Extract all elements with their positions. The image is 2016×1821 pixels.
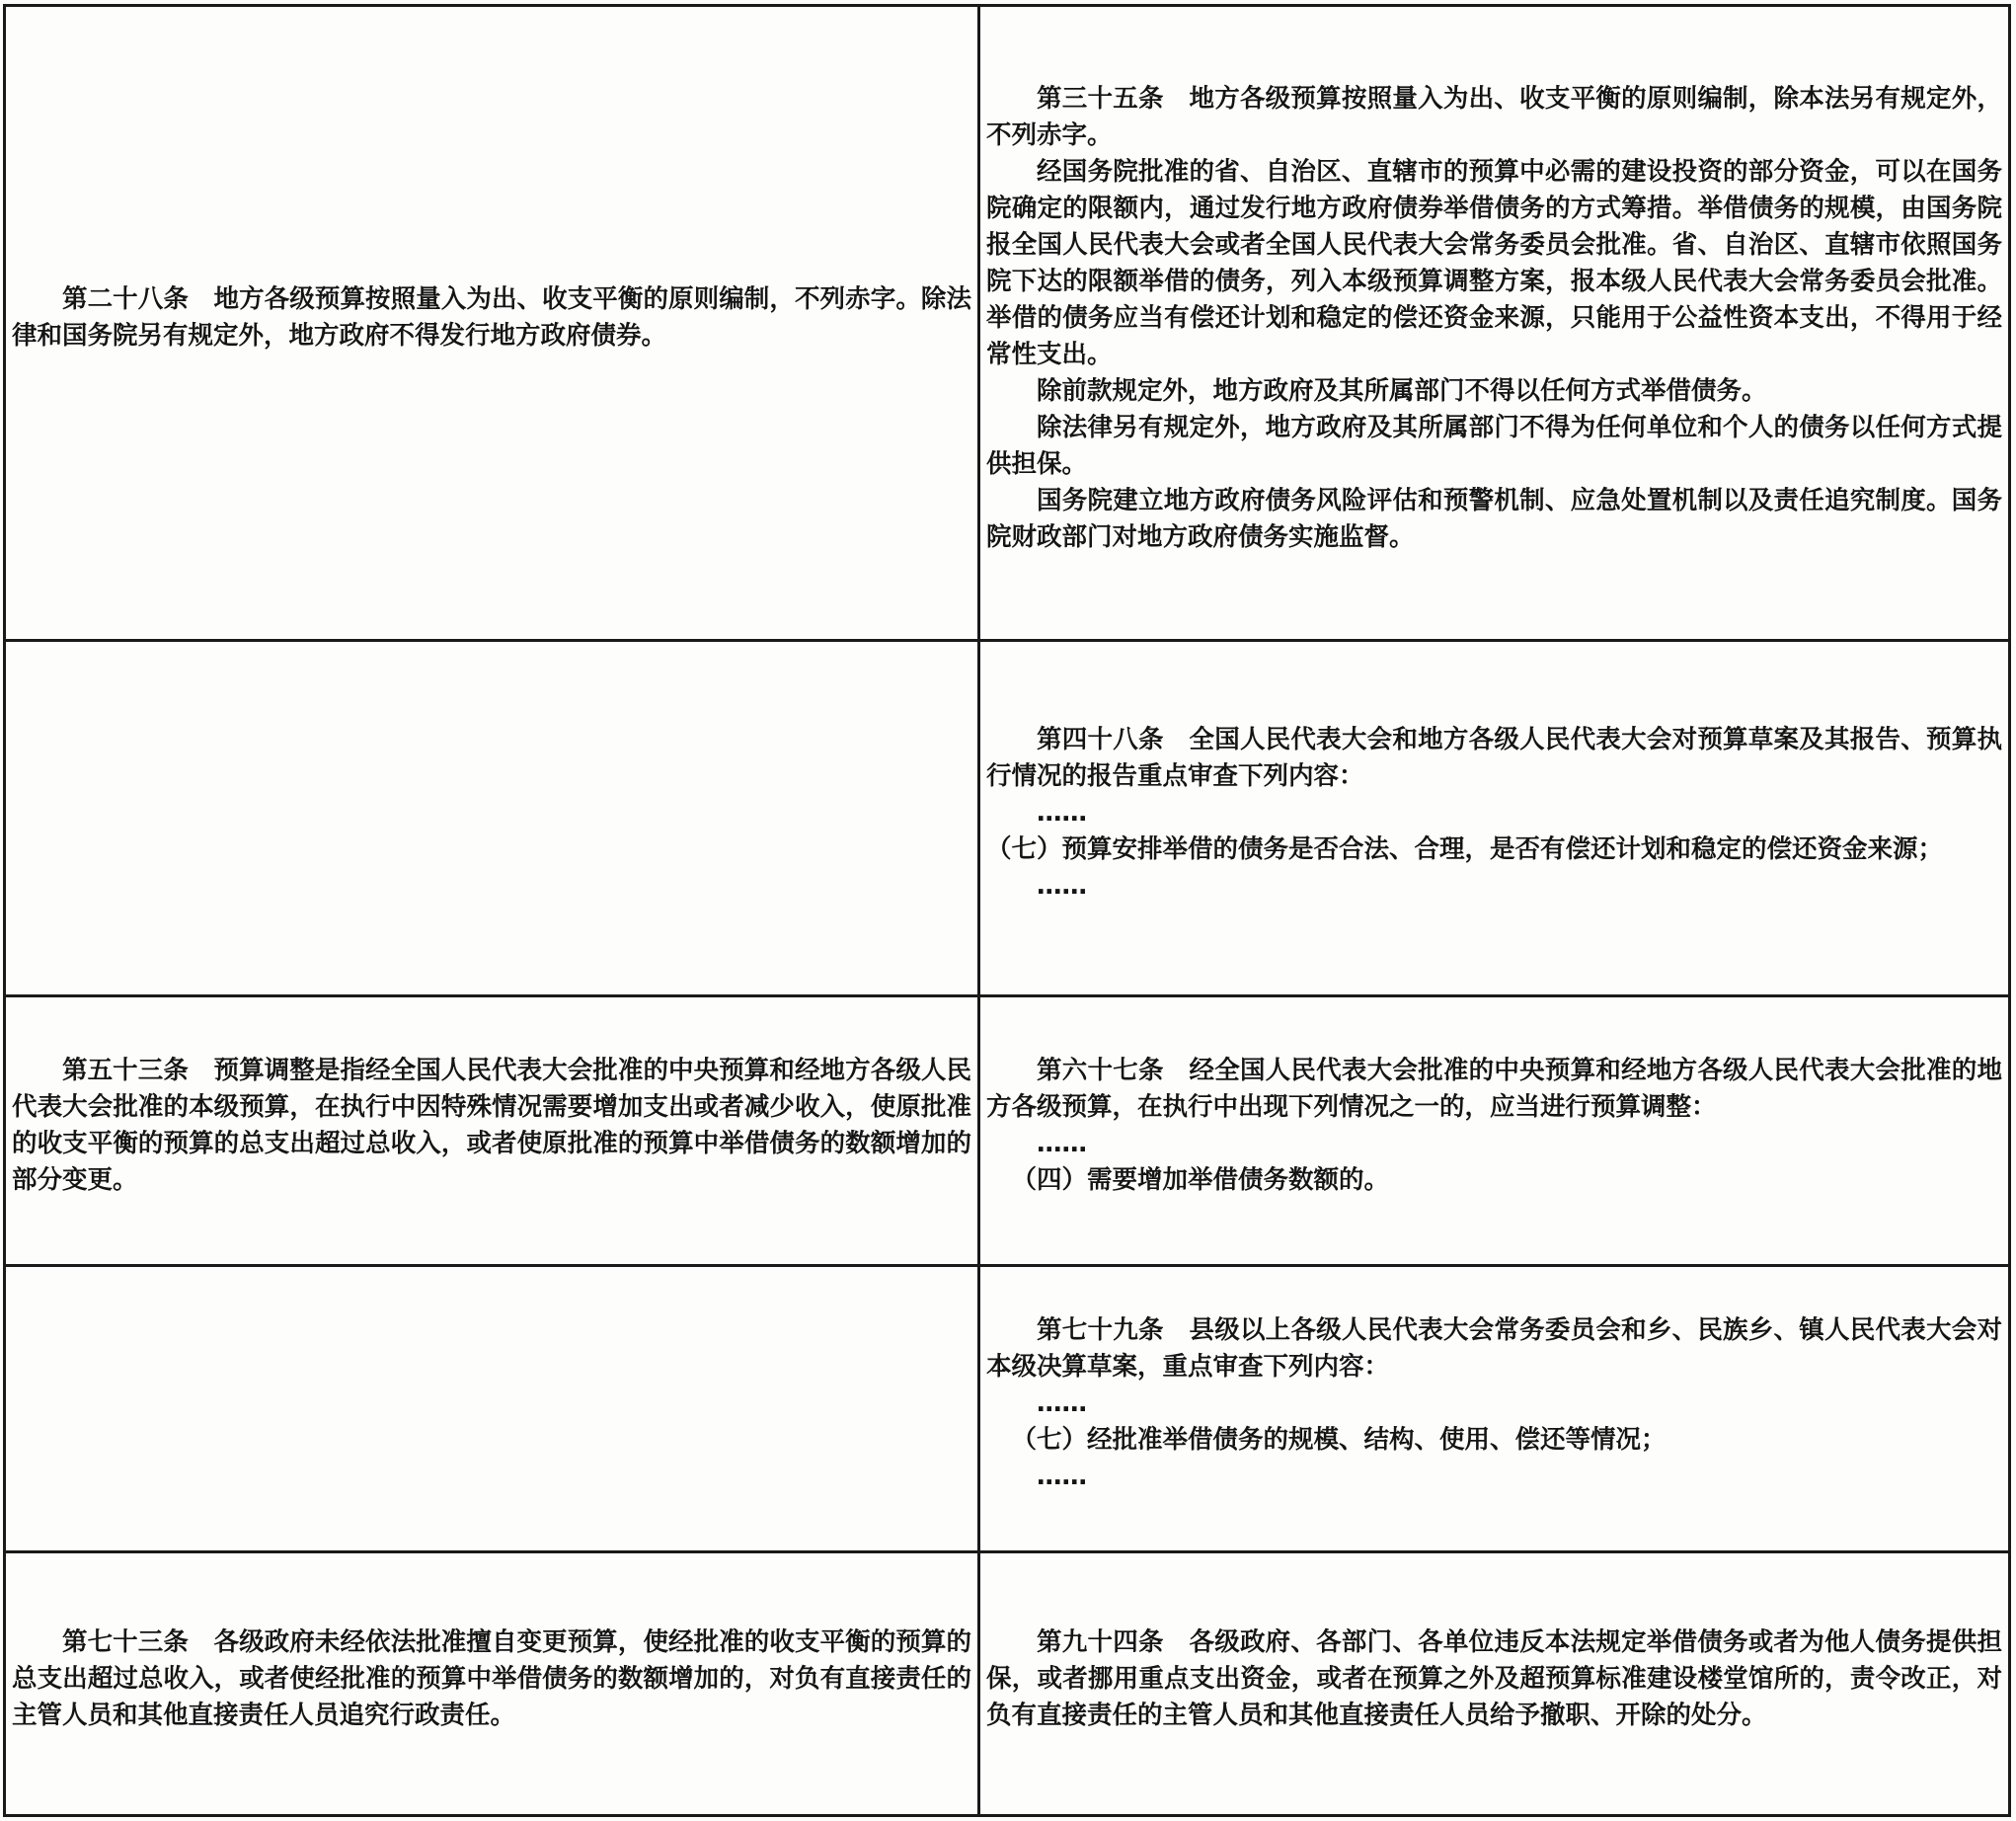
- law-comparison-table: [3, 4, 2011, 1817]
- article-paragraph: 第七十三条 各级政府未经依法批准擅自变更预算，使经批准的收支平衡的预算的总支出超过总收入，或者使经批准的预算中举借债务的数额增加的，对负有直接责任的主管人员和其他直接责任人员追究行政责任。: [12, 1626, 971, 1730]
- article-paragraph: 第九十四条 各级政府、各部门、各单位违反本法规定举借债务或者为他人债务提供担保，或者挪用重点支出资金，或者在预算之外及超预算标准建设楼堂馆所的，责令改正，对负有直接责任的主管人员和其他直接责任人员给予撤职、开除的处分。: [986, 1626, 2002, 1730]
- article-paragraph: 除法律另有规定外，地方政府及其所属部门不得为任何单位和个人的债务以任何方式提供担保。: [986, 412, 2002, 479]
- table-cell-left-row-4: [6, 1267, 980, 1553]
- article-paragraph: 国务院建立地方政府债务风险评估和预警机制、应急处置机制以及责任追究制度。国务院财政部门对地方政府债务实施监督。: [986, 485, 2002, 552]
- article-paragraph: 除前款规定外，地方政府及其所属部门不得以任何方式举借债务。: [1037, 375, 1767, 406]
- article-paragraph: 经国务院批准的省、自治区、直辖市的预算中必需的建设投资的部分资金，可以在国务院确定的限额内，通过发行地方政府债券举借债务的方式筹措。举借债务的规模，由国务院报全国人民代表大会或者全国人民代表大会常务委员会批准。省、自治区、直辖市依照国务院下达的限额举借的债务，列入本级预算调整方案，报本级人民代表大会常务委员会批准。举借的债务应当有偿还计划和稳定的偿还资金来源，只能用于公益性资本支出，不得用于经常性支出。: [986, 156, 2002, 369]
- article-paragraph: 第三十五条 地方各级预算按照量入为出、收支平衡的原则编制，除本法另有规定外，不列赤字。: [986, 83, 2002, 150]
- article-paragraph: 第五十三条 预算调整是指经全国人民代表大会批准的中央预算和经地方各级人民代表大会批准的本级预算，在执行中因特殊情况需要增加支出或者减少收入，使原批准的收支平衡的预算的总支出超过总收入，或者使原批准的预算中举借债务的数额增加的部分变更。: [12, 1056, 971, 1195]
- table-cell-right-row-5: [980, 1553, 2008, 1814]
- table-cell-left-row-5: [6, 1553, 980, 1814]
- table-cell-right-row-2: [980, 642, 2008, 997]
- article-paragraph: 第六十七条 经全国人民代表大会批准的中央预算和经地方各级人民代表大会批准的地方各级预算，在执行中出现下列情况之一的，应当进行预算调整：: [986, 1056, 2002, 1122]
- article-paragraph: 第二十八条 地方各级预算按照量入为出、收支平衡的原则编制，不列赤字。除法律和国务院另有规定外，地方政府不得发行地方政府债券。: [12, 284, 971, 351]
- table-cell-right-row-3: [980, 997, 2008, 1267]
- table-cell-right-row-1: [980, 7, 2008, 642]
- article-paragraph: （四）需要增加举借债务数额的。: [1011, 1165, 1390, 1195]
- article-paragraph: （七）经批准举借债务的规模、结构、使用、偿还等情况；: [1011, 1425, 1667, 1455]
- article-paragraph: 第七十九条 县级以上各级人民代表大会常务委员会和乡、民族乡、镇人民代表大会对本级决算草案，重点审查下列内容：: [986, 1315, 2002, 1382]
- table-cell-right-row-4: [980, 1267, 2008, 1553]
- table-cell-left-row-3: [6, 997, 980, 1267]
- ellipsis-line: ……: [1037, 1129, 1087, 1158]
- ellipsis-line: ……: [1037, 1388, 1087, 1418]
- ellipsis-line: ……: [1037, 871, 1087, 901]
- table-cell-left-row-1: [6, 7, 980, 642]
- ellipsis-line: ……: [1037, 798, 1087, 828]
- article-paragraph: （七）预算安排举借的债务是否合法、合理，是否有偿还计划和稳定的偿还资金来源；: [986, 834, 1944, 864]
- ellipsis-line: ……: [1037, 1462, 1087, 1491]
- table-cell-left-row-2: [6, 642, 980, 997]
- article-paragraph: 第四十八条 全国人民代表大会和地方各级人民代表大会对预算草案及其报告、预算执行情况的报告重点审查下列内容：: [986, 725, 2002, 791]
